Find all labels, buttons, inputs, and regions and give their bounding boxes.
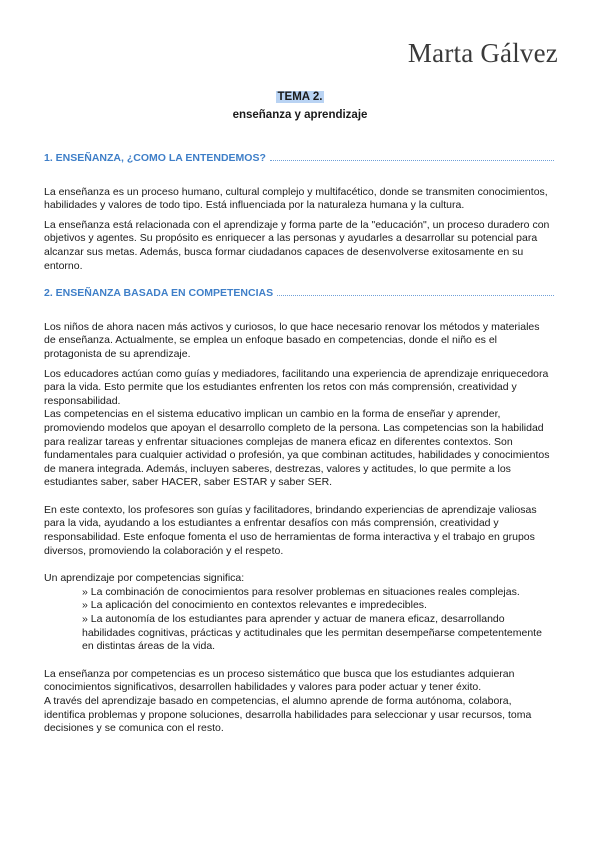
paragraph: La enseñanza por competencias es un proceso sistemático que busca que los estudiantes adquieran conocimientos significativos, desarrollen habilidades y valores para poder actuar y tener éxito.: [44, 667, 515, 694]
section-1-heading: [44, 152, 554, 166]
section-1-title: 1. ENSEÑANZA, ¿COMO LA ENTENDEMOS?: [44, 152, 266, 164]
section-2-leader-dots: [277, 295, 554, 296]
author-name: Marta Gálvez: [407, 38, 558, 68]
paragraph: En este contexto, los profesores son guías y facilitadores, brindando experiencias de aprendizaje valiosas para la vida, ayudando a los estudiantes a enfrentar desafíos con más comprensión, creatividad y responsabilidad. Este enfoque fomenta el uso de herramientas de forma interactiva y el trabajo en grupos diversos, promoviendo la colaboración y el respeto.: [44, 503, 537, 557]
competencies-list: [44, 586, 554, 654]
paragraph: Los educadores actúan como guías y mediadores, facilitando una experiencia de aprendizaje enriquecedora para la vida. Esto permite que los estudiantes enfrenten los retos con más comprensión, creatividad y responsabilidad.: [44, 367, 549, 407]
paragraph: A través del aprendizaje basado en competencias, el alumno aprende de forma autónoma, colabora, identifica problemas y propone soluciones, desarrolla habilidades para seleccionar y usar recursos, toma decisiones y se comunica con el resto.: [44, 695, 532, 735]
paragraph: Los niños de ahora nacen más activos y curiosos, lo que hace necesario renovar los métodos y materiales de enseñanza. Actualmente, se emplea un enfoque basado en competencias, donde el niño es el protagonista de su aprendizaje.: [44, 320, 540, 360]
list-intro: Un aprendizaje por competencias significa:: [44, 572, 245, 585]
section-2-heading: [44, 287, 554, 301]
document-body: [44, 152, 554, 736]
paragraph: La enseñanza está relacionada con el aprendizaje y forma parte de la "educación", un proceso duradero con objetivos y agentes. Su propósito es enriquecer a las personas y ayudarles a desarrollar su potencial para alcanzar sus metas. Además, busca formar ciudadanos capaces de desenvolverse exitosamente en su entorno.: [44, 218, 550, 272]
list-item: » La autonomía de los estudiantes para aprender y actuar de manera eficaz, desarrollando habilidades cognitivas, prácticas y actitudinales que les permitan desempeñarse competentemente en distintas áreas de la vida.: [82, 613, 542, 653]
list-item: » La aplicación del conocimiento en contextos relevantes e impredecibles.: [82, 599, 427, 612]
paragraph: La enseñanza es un proceso humano, cultural complejo y multifacético, donde se transmiten conocimientos, habilidades y valores de todo tipo. Está influenciada por la naturaleza humana y la cultura.: [44, 185, 548, 212]
document-subtitle: enseñanza y aprendizaje: [232, 109, 368, 121]
topic-highlight: TEMA 2.: [277, 91, 323, 103]
section-2-title: 2. ENSEÑANZA BASADA EN COMPETENCIAS: [44, 287, 274, 300]
section-1-leader-dots: [270, 160, 554, 161]
paragraph: Las competencias en el sistema educativo implican un cambio en la forma de enseñar y aprender, promoviendo modelos que apoyan el desarrollo completo de la persona. Las competencias son la habilidad para realizar tareas y enfrentar situaciones complejas de manera eficaz en diferentes contextos. Son fundamentales para cualquier actividad o profesión, ya que combinan actitudes, habilidades y conocimientos de manera integrada. Además, incluyen saberes, destrezas, valores y actitudes, lo que permite a los estudiantes saber, saber HACER, saber ESTAR y saber SER.: [44, 408, 550, 489]
list-item: » La combinación de conocimientos para resolver problemas en situaciones reales complejas.: [82, 585, 520, 598]
topic-title: [0, 91, 600, 103]
